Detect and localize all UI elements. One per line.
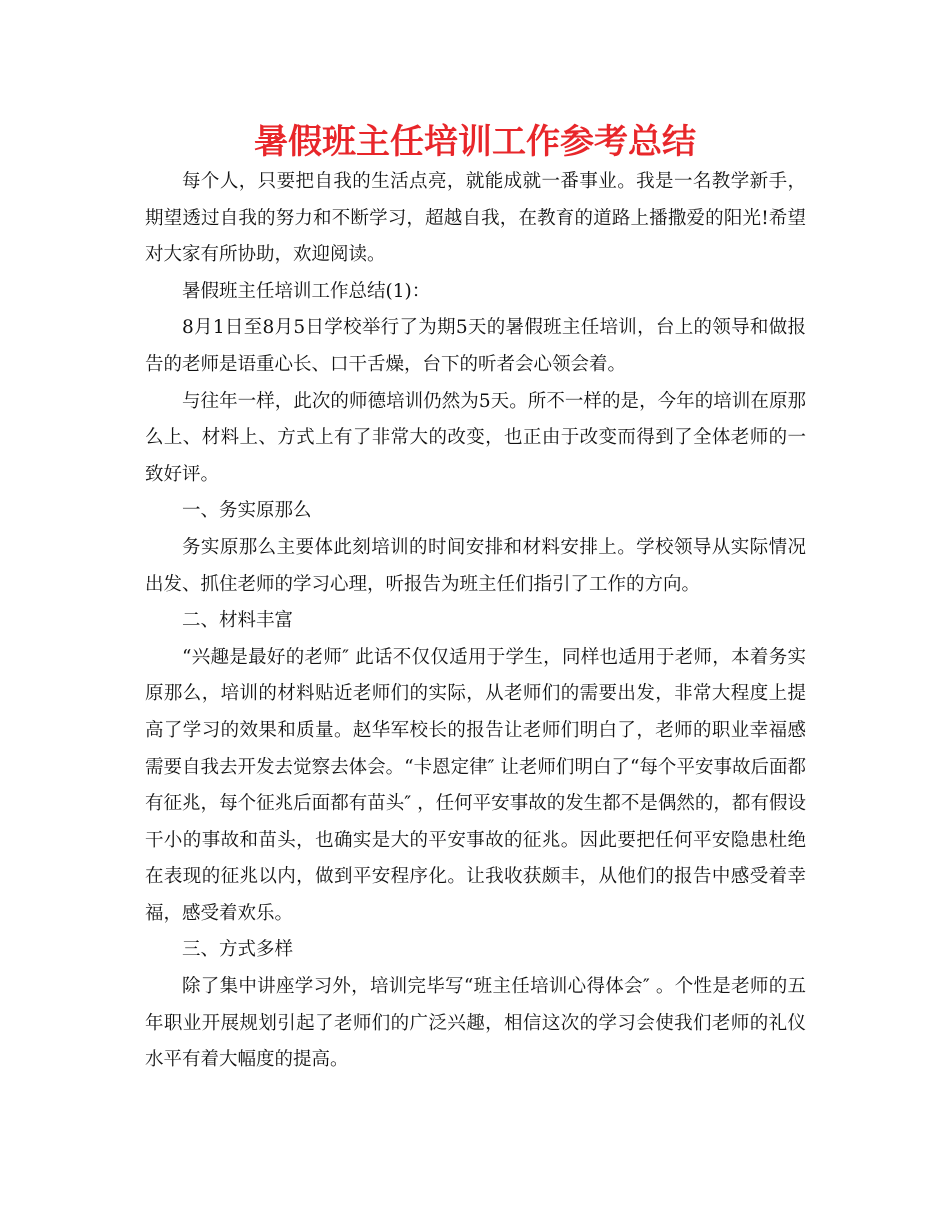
heading-rich-material: 二、材料丰富 <box>182 610 294 632</box>
paragraph-rich-material: “兴趣是最好的老师″ 此话不仅仅适用于学生，同样也适用于老师，本着务实原那么，培训的材料贴近老师们的实际，从老师们的需要出发，非常大程度上提高了学习的效果和质量。赵华军校长的报告让老师们明白了，老师的职业幸福感需要自我去开发去觉察去体会。“卡恩定律″ 让老师们明白了“每个平安事故后面都有征兆，每个征兆后面都有苗头″ ，任何平安事故的发生都不是偶然的，都有假设干小的事故和苗头，也确实是大的平安事故的征兆。因此要把任何平安隐患杜绝在表现的征兆以内，做到平安程序化。让我收获颇丰，从他们的报告中感受着幸福，感受着欢乐。 <box>145 646 806 924</box>
paragraph-section-label: 暑假班主任培训工作总结(1)： <box>182 280 431 302</box>
heading-diverse-methods: 三、方式多样 <box>182 939 294 961</box>
paragraph-diverse-methods: 除了集中讲座学习外，培训完毕写“班主任培训心得体会″ 。个性是老师的五年职业开展规划引起了老师们的广泛兴趣，相信这次的学习会使我们老师的礼仪水平有着大幅度的提高。 <box>145 976 806 1071</box>
paragraph-pragmatic-principle: 务实原那么主要体此刻培训的时间安排和材料安排上。学校领导从实际情况出发、抓住老师的学习心理，听报告为班主任们指引了工作的方向。 <box>145 536 806 595</box>
heading-pragmatic-principle: 一、务实原那么 <box>182 500 312 522</box>
document-title: 暑假班主任培训工作参考总结 <box>254 122 696 162</box>
paragraph-intro: 每个人，只要把自我的生活点亮，就能成就一番事业。我是一名教学新手，期望透过自我的努力和不断学习，超越自我，在教育的道路上播撒爱的阳光!希望对大家有所协助，欢迎阅读。 <box>145 171 806 266</box>
paragraph-changes: 与往年一样，此次的师德培训仍然为5天。所不一样的是，今年的培训在原那么上、材料上、方式上有了非常大的改变，也正由于改变而得到了全体老师的一致好评。 <box>145 390 806 485</box>
document-body <box>145 164 806 1079</box>
paragraph-training-dates: 8月1日至8月5日学校举行了为期5天的暑假班主任培训，台上的领导和做报告的老师是语重心长、口干舌燥，台下的听者会心领会着。 <box>145 317 806 375</box>
